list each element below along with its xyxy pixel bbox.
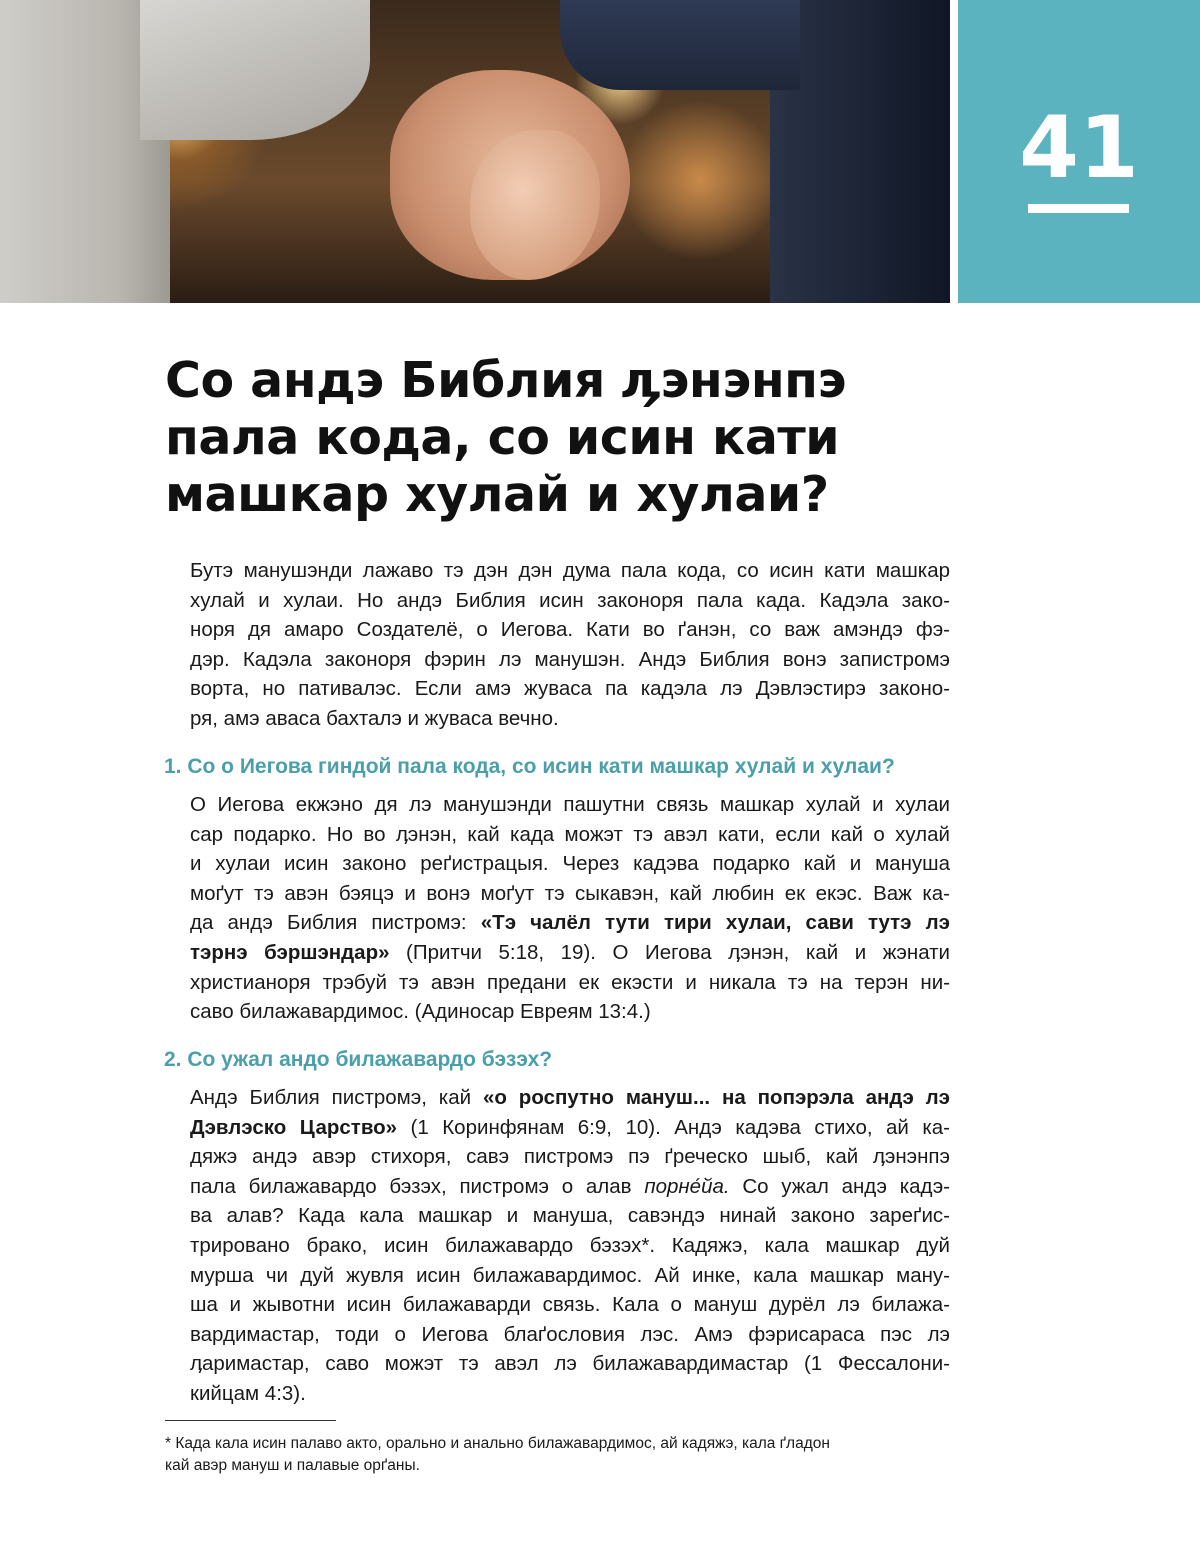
text-line <box>190 1142 950 1172</box>
page-title <box>165 352 846 523</box>
text-line <box>190 879 950 909</box>
text-segment: ӆаримастар, саво можэт тэ авэл лэ билажавардимастар (1 Фессалони- <box>190 1352 950 1376</box>
text-line <box>190 645 950 675</box>
text-segment: Бутэ манушэнди лажаво тэ дэн дэн дума пала кода, со исин кати машкар <box>190 559 950 582</box>
text-line <box>190 1379 950 1409</box>
bold-quote: «о роспутно мануш... на попэрэла андэ лэ <box>482 1086 951 1109</box>
bold-quote: тэрнэ бэршэндар» <box>190 940 390 964</box>
text-line <box>190 704 950 734</box>
text-segment: дяжэ андэ авэр стихоря, савэ пистромэ пэ ґреческо шыб, кай ӆэнэнпэ <box>190 1145 950 1169</box>
title-line: Со андэ Библия ӆэнэнпэ <box>165 352 847 409</box>
text-line <box>190 1231 950 1261</box>
text-line <box>190 790 950 820</box>
text-line <box>190 1113 950 1143</box>
text-line <box>190 1172 950 1202</box>
text-segment: хулай и хулаи. Но андэ Библия исин законоря пала када. Кадэла зако- <box>190 588 950 612</box>
answer-paragraph-1 <box>190 790 950 1027</box>
text-segment: ворта, но пативалэс. Если амэ жуваса па кадэла лэ Дэвлэстирэ законо- <box>190 677 950 701</box>
text-segment: сар подарко. Но во ӆэнэн, кай када можэт тэ авэл кати, если кай о хулай <box>190 822 950 846</box>
text-line <box>190 1290 950 1320</box>
chapter-badge <box>958 0 1200 303</box>
text-segment: (1 Коринфянам 6:9, 10). Андэ кадэва стихо, ай ка- <box>397 1115 951 1139</box>
bold-quote: «Тэ чалёл тути тири хулаи, сави тутэ лэ <box>480 911 950 935</box>
chapter-underline <box>1028 204 1129 213</box>
text-segment: моґут тэ авэн бэяцэ и вонэ моґут тэ сыкавэн, кай любин ек екэс. Важ ка- <box>190 881 950 905</box>
text-line <box>190 586 950 616</box>
text-segment: О Иегова екжэно дя лэ манушэнди пашутни связь машкар хулай и хулаи <box>190 793 950 816</box>
text-segment: Андэ Библия пистромэ, кай <box>190 1086 483 1109</box>
footnote-line: * Када кала исин палаво акто, орально и анально билажавардимос, ай кадяжэ, кала ґладон <box>165 1435 830 1452</box>
text-line <box>190 820 950 850</box>
text-segment: мурша чи дуй жувля исин билажавардимос. Ай инке, кала машкар ману- <box>190 1263 950 1287</box>
text-segment: ва алав? Када кала машкар и мануша, савэндэ нинай законо зареґис- <box>190 1204 950 1228</box>
text-segment: Со ужал андэ кадэ- <box>729 1174 951 1198</box>
text-segment: дэр. Кадэла законоря фэрин лэ манушэн. Андэ Библия вонэ запистромэ <box>190 647 950 671</box>
title-line: машкар хулай и хулаи? <box>165 466 829 523</box>
text-segment: ша и жывотни исин билажаварди связь. Кала о мануш дурёл лэ билажа- <box>190 1293 950 1317</box>
text-segment: кийцам 4:3). <box>190 1381 306 1405</box>
chapter-number: 41 <box>1019 98 1139 198</box>
text-segment: да андэ Библия пистромэ: <box>190 911 481 935</box>
intro-paragraph <box>190 556 950 734</box>
text-line <box>190 1201 950 1231</box>
text-segment: вардимастар, тоди о Иегова блаґословия лэс. Амэ фэрисараса пэс лэ <box>190 1322 950 1346</box>
text-segment: трировано брако, исин билажавардо бэзэх*. Кадяжэ, кала машкар дуй <box>190 1233 950 1257</box>
hands-holding-photo <box>0 0 950 303</box>
text-segment: христианоря трэбуй тэ авэн предани ек екэсти и никала тэ на терэн ни- <box>190 970 950 994</box>
text-line <box>190 1349 950 1379</box>
text-line <box>190 1261 950 1291</box>
footnote-line: кай авэр мануш и палавые орґаны. <box>165 1457 420 1474</box>
answer-paragraph-2 <box>190 1083 950 1409</box>
text-line <box>190 849 950 879</box>
text-line <box>190 938 950 968</box>
footnote <box>165 1433 955 1477</box>
text-segment: (Притчи 5:18, 19). О Иегова ӆэнэн, кай и жэнати <box>389 940 950 964</box>
text-line <box>190 1083 950 1113</box>
text-line <box>190 1320 950 1350</box>
text-line <box>190 615 950 645</box>
text-segment: пала билажавардо бэзэх, пистромэ о алав <box>190 1174 645 1198</box>
italic-term: порне́йа. <box>644 1174 730 1198</box>
text-line <box>190 997 950 1027</box>
text-line <box>190 908 950 938</box>
question-heading-2: 2. Со ужал андо билажавардо бэзэх? <box>164 1048 553 1071</box>
text-segment: ря, амэ аваса бахталэ и жуваса вечно. <box>190 706 559 730</box>
text-line <box>190 556 950 586</box>
title-line: пала кода, со исин кати <box>165 409 840 466</box>
man-cuff <box>560 0 800 90</box>
question-heading-1: 1. Со о Иегова гиндой пала кода, со исин кати машкар хулай и хулаи? <box>164 755 895 778</box>
text-line <box>190 674 950 704</box>
text-segment: саво билажавардимос. (Адиносар Евреям 13:4.) <box>190 1000 651 1024</box>
bold-quote: Дэвлэско Царство» <box>190 1115 398 1139</box>
text-segment: и хулаи исин законо реґистрацыя. Через кадэва подарко кай и мануша <box>190 852 950 876</box>
woman-arm <box>140 0 370 140</box>
footnote-divider <box>165 1420 336 1421</box>
text-segment: норя дя амаро Создателё, о Иегова. Кати во ґанэн, со важ амэндэ фэ- <box>190 618 950 642</box>
text-line <box>190 968 950 998</box>
